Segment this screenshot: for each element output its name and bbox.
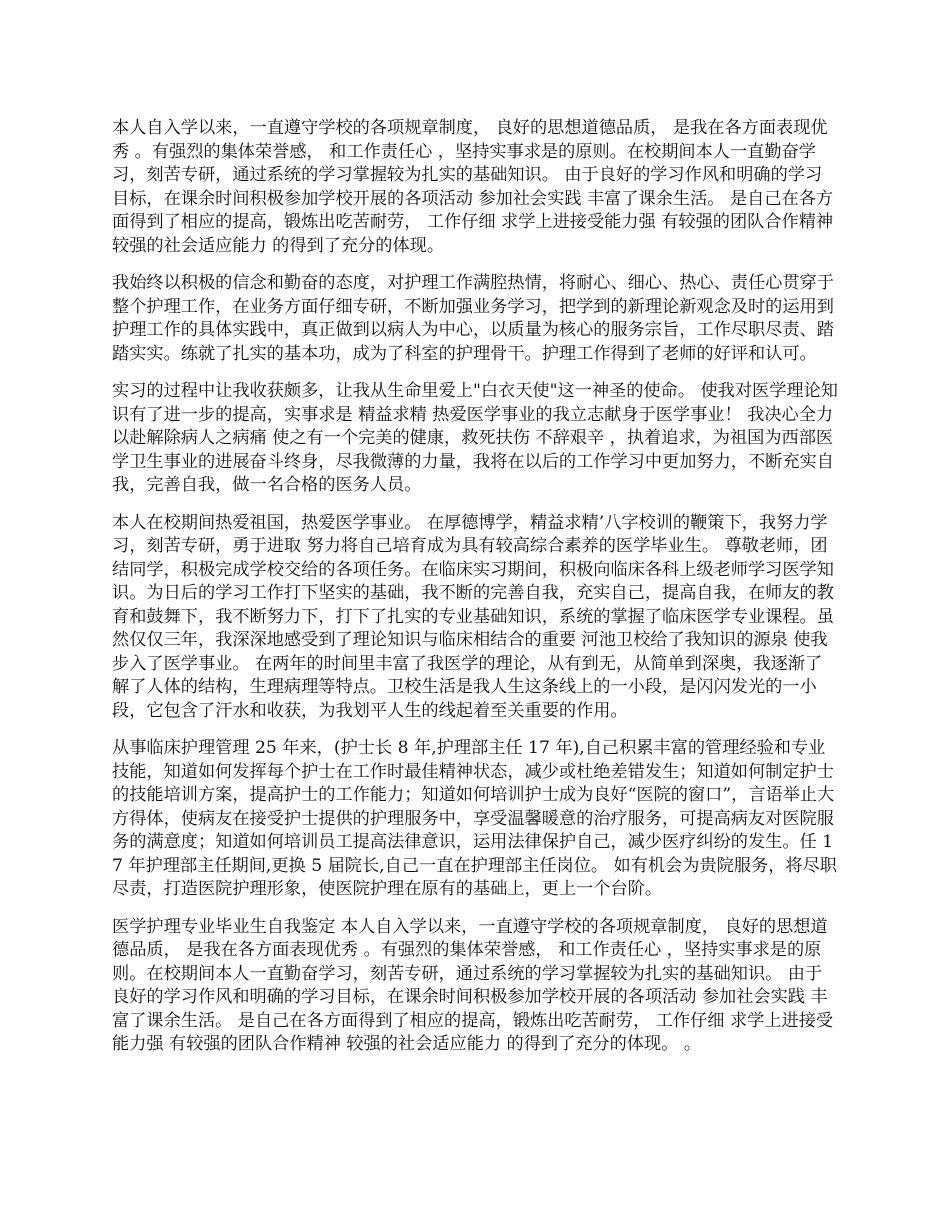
paragraph-4: 本人在校期间热爱祖国，热爱医学事业。 在厚德博学，精益求精’八字校训的鞭策下，我努力学习，刻苦专研，勇于进取 努力将自己培育成为具有较高综合素养的医学毕业生。 尊敬老师，团结同学，积极完成学校交给的各项任务。在临床实习期间，积极向临床各科上级老师学习医学知识。为日后的学习工作打下坚实的基础，我不断的完善自我，充实自己，提高自我，在师友的教育和鼓舞下，我不断努力下，打下了扎实的专业基础知识，系统的掌握了临床医学专业课程。虽然仅仅三年，我深深地感受到了理论知识与临床相结合的重要 河池卫校给了我知识的源泉 使我步入了医学事业。 在两年的时间里丰富了我医学的理论，从有到无，从简单到深奥，我逐渐了解了人体的结构，生理病理等特点。卫校生活是我人生这条线上的一小段，是闪闪发光的一小段，它包含了汗水和收获，为我划平人生的线起着至关重要的作用。 bbox=[112, 512, 834, 721]
paragraph-6: 医学护理专业毕业生自我鉴定 本人自入学以来，一直遵守学校的各项规章制度， 良好的思想道德品质， 是我在各方面表现优秀 。有强烈的集体荣誉感， 和工作责任心 ，坚持实事求是的原则。在校期间本人一直勤奋学习，刻苦专研，通过系统的学习掌握较为扎实的基础知识。 由于良好的学习作风和明确的学习目标，在课余时间积极参加学校开展的各项活动 参加社会实践 丰富了课余生活。 是自己在各方面得到了相应的提高，锻炼出吃苦耐劳， 工作仔细 求学上进接受能力强 有较强的团队合作精神 较强的社会适应能力 的得到了充分的体现。 。 bbox=[112, 916, 834, 1054]
paragraph-1: 本人自入学以来，一直遵守学校的各项规章制度， 良好的思想道德品质， 是我在各方面表现优秀 。有强烈的集体荣誉感， 和工作责任心 ，坚持实事求是的原则。在校期间本人一直勤奋学习，刻苦专研，通过系统的学习掌握较为扎实的基础知识。 由于良好的学习作风和明确的学习目标，在课余时间积极参加学校开展的各项活动 参加社会实践 丰富了课余生活。 是自己在各方面得到了相应的提高，锻炼出吃苦耐劳， 工作仔细 求学上进接受能力强 有较强的团队合作精神 较强的社会适应能力 的得到了充分的体现。 bbox=[112, 118, 834, 256]
paragraph-5: 从事临床护理管理 25 年来，(护士长 8 年,护理部主任 17 年),自己积累丰富的管理经验和专业技能，知道如何发挥每个护士在工作时最佳精神状态，减少或杜绝差错发生；知道如何制定护士的技能培训方案，提高护士的工作能力；知道如何培训护士成为良好“医院的窗口”，言语举止大方得体，使病友在接受护士提供的护理服务中，享受温馨暖意的治疗服务，可提高病友对医院服务的满意度；知道如何培训员工提高法律意识，运用法律保护自己，减少医疗纠纷的发生。任 17 年护理部主任期间,更换 5 届院长,自己一直在护理部主任岗位。 如有机会为贵院服务，将尽职尽责，打造医院护理形象，使医院护理在原有的基础上，更上一个台阶。 bbox=[112, 738, 837, 899]
paragraph-2: 我始终以积极的信念和勤奋的态度，对护理工作满腔热情，将耐心、细心、热心、责任心贯穿于整个护理工作，在业务方面仔细专研，不断加强业务学习，把学到的新理论新观念及时的运用到护理工作的具体实践中，真正做到以病人为中心，以质量为核心的服务宗旨，工作尽职尽责、踏踏实实。练就了扎实的基本功，成为了科室的护理骨干。护理工作得到了老师的好评和认可。 bbox=[112, 273, 834, 364]
document-body bbox=[112, 117, 839, 1071]
paragraph-3: 实习的过程中让我收获颇多，让我从生命里爱上"白衣天使"这一神圣的使命。 使我对医学理论知识有了进一步的提高，实事求是 精益求精 热爱医学事业的我立志献身于医学事业！ 我决心全力以赴解除病人之病痛 使之有一个完美的健康，救死扶伤 不辞艰辛 ，执着追求，为祖国为西部医学卫生事业的进展奋斗终身，尽我微薄的力量，我将在以后的工作学习中更加努力，不断充实自我，完善自我，做一名合格的医务人员。 bbox=[112, 381, 838, 495]
